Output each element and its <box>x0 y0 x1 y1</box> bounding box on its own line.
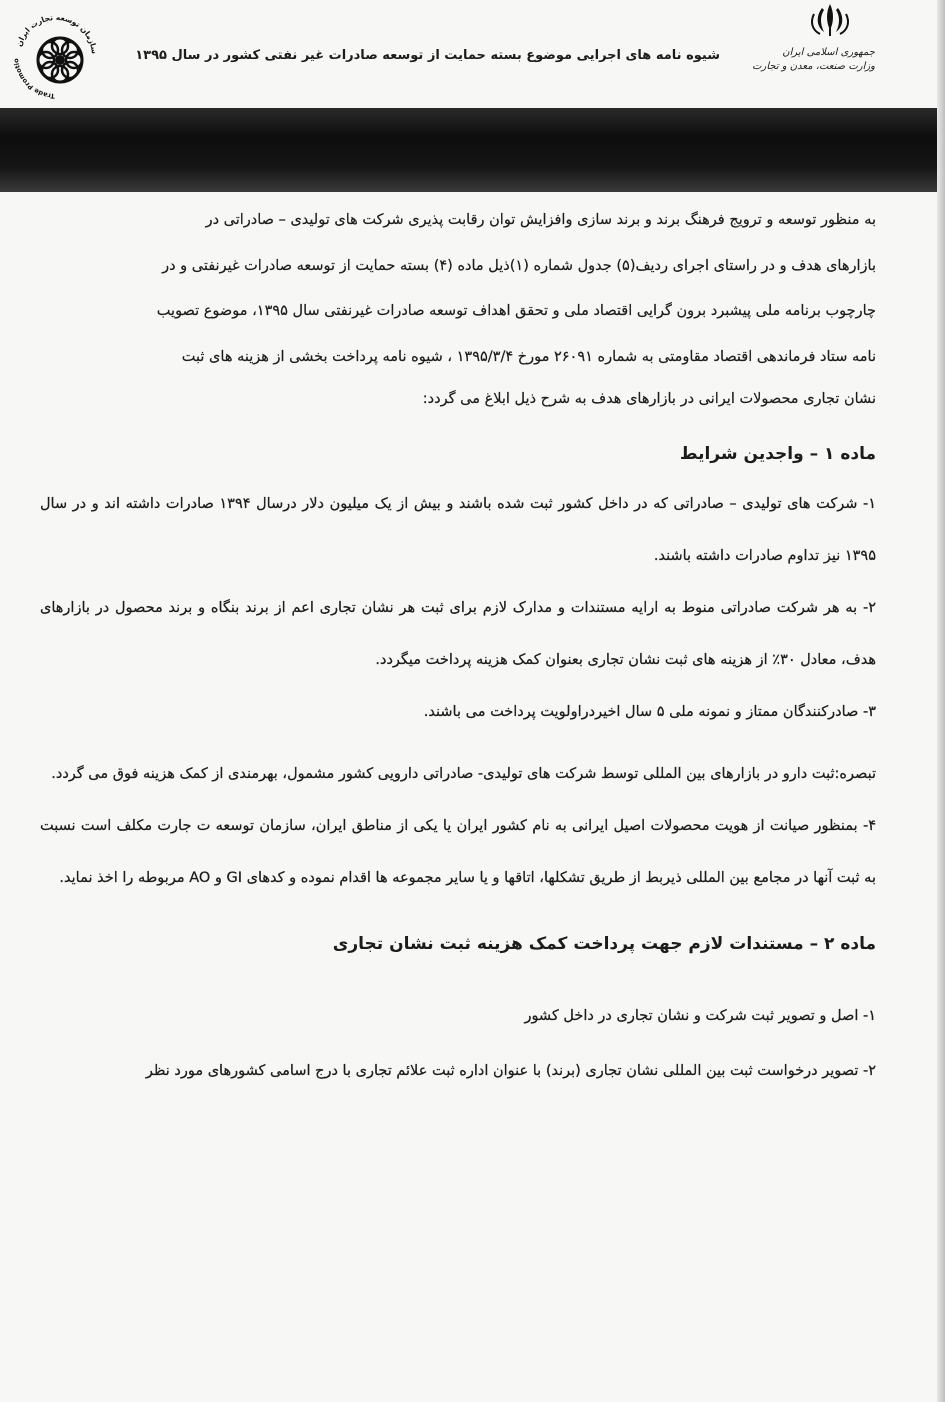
ministry-header <box>752 0 875 74</box>
article-2-item-2: ۲- تصویر درخواست ثبت بین المللی نشان تجاری (برند) با عنوان اداره ثبت علائم تجاری با درج اسامی کشورهای مورد نظر <box>145 1063 876 1079</box>
ministry-line-2: وزارت صنعت، معدن و تجارت <box>752 61 875 72</box>
document-body <box>40 198 876 1100</box>
intro-line: بازارهای هدف و در راستای اجرای ردیف(۵) جدول شماره (۱)ذیل ماده (۴) بسته حمایت از توسعه صادرات غیرنفتی و در <box>162 257 876 274</box>
scanned-header-band <box>0 108 945 192</box>
ministry-line-1: جمهوری اسلامی ایران <box>782 47 875 58</box>
article-1-heading: ماده ۱ – واجدین شرایط <box>679 444 876 464</box>
article-1-item-2: ۲- به هر شرکت صادراتی منوط به ارایه مستندات و مدارک لازم برای ثبت هر نشان تجاری اعم از برند بنگاه و برند محصول در بازارهای هدف، معادل ۳۰٪ از هزینه های ثبت نشان تجاری بعنوان کمک هزینه پرداخت میگردد. <box>40 600 876 668</box>
iran-emblem-icon <box>804 0 856 40</box>
tpo-logo-icon <box>6 6 106 106</box>
tpo-english-name: Trade Promotio <box>12 57 56 101</box>
intro-line: چارچوب برنامه ملی پیشبرد برون گرایی اقتصاد ملی و تحقق اهداف توسعه صادرات غیرنفتی سال ۱۳۹۵، موضوع تصویب <box>156 303 876 319</box>
intro-paragraph <box>40 198 876 418</box>
article-2-item-1: ۱- اصل و تصویر ثبت شرکت و نشان تجاری در داخل کشور <box>524 1008 876 1024</box>
tpo-persian-name: سازمان توسعه تجارت ایران <box>14 12 100 55</box>
intro-line: نامه ستاد فرماندهی اقتصاد مقاومتی به شماره ۲۶۰۹۱ مورخ ۱۳۹۵/۳/۴ ، شیوه نامه پرداخت بخشی از هزینه های ثبت <box>181 348 876 365</box>
intro-line: نشان تجاری محصولات ایرانی در بازارهای هدف به شرح ذیل ابلاغ می گردد: <box>422 391 876 407</box>
tpo-logo <box>6 6 106 106</box>
intro-line: به منظور توسعه و ترویج فرهنگ برند و برند سازی وافزایش توان رقابت پذیری شرکت های تولیدی – صادراتی در <box>205 212 876 228</box>
article-1-item-1: ۱- شرکت های تولیدی – صادراتی که در داخل کشور ثبت شده باشند و بیش از یک میلیون دلار درسال ۱۳۹۴ صادرات داشته اند و در سال ۱۳۹۵ نیز تداوم صادرات داشته باشند. <box>40 496 876 564</box>
document-title <box>135 47 760 65</box>
article-2-heading: ماده ۲ – مستندات لازم جهت پرداخت کمک هزینه ثبت نشان تجاری <box>332 934 876 954</box>
article-1-item-3: ۳- صادرکنندگان ممتاز و نمونه ملی ۵ سال اخیردراولویت پرداخت می باشند. <box>423 704 876 720</box>
title-line-1: شیوه نامه های اجرایی موضوع بسته حمایت از توسعه صادرات غیر نفتی کشور در سال ۱۳۹۵ <box>135 48 720 63</box>
article-1-item-4: ۴- بمنظور صیانت از هویت محصولات اصیل ایرانی به نام کشور ایران یا یکی از مناطق ایران، سازمان توسعه ت جارت مکلف است نسبت به ثبت آنها در مجامع بین المللی ذیربط از طریق تشکلها، اتاقها و یا سایر مجموعه ها اقدام نموده و کدهای GI و AO مربوطه را اخذ نماید. <box>40 818 876 886</box>
article-1-note: تبصره:ثبت دارو در بازارهای بین المللی توسط شرکت های تولیدی- صادراتی دارویی کشور مشمول، بهرمندی از کمک هزینه فوق می گردد. <box>51 766 876 782</box>
page-edge <box>937 0 945 1402</box>
